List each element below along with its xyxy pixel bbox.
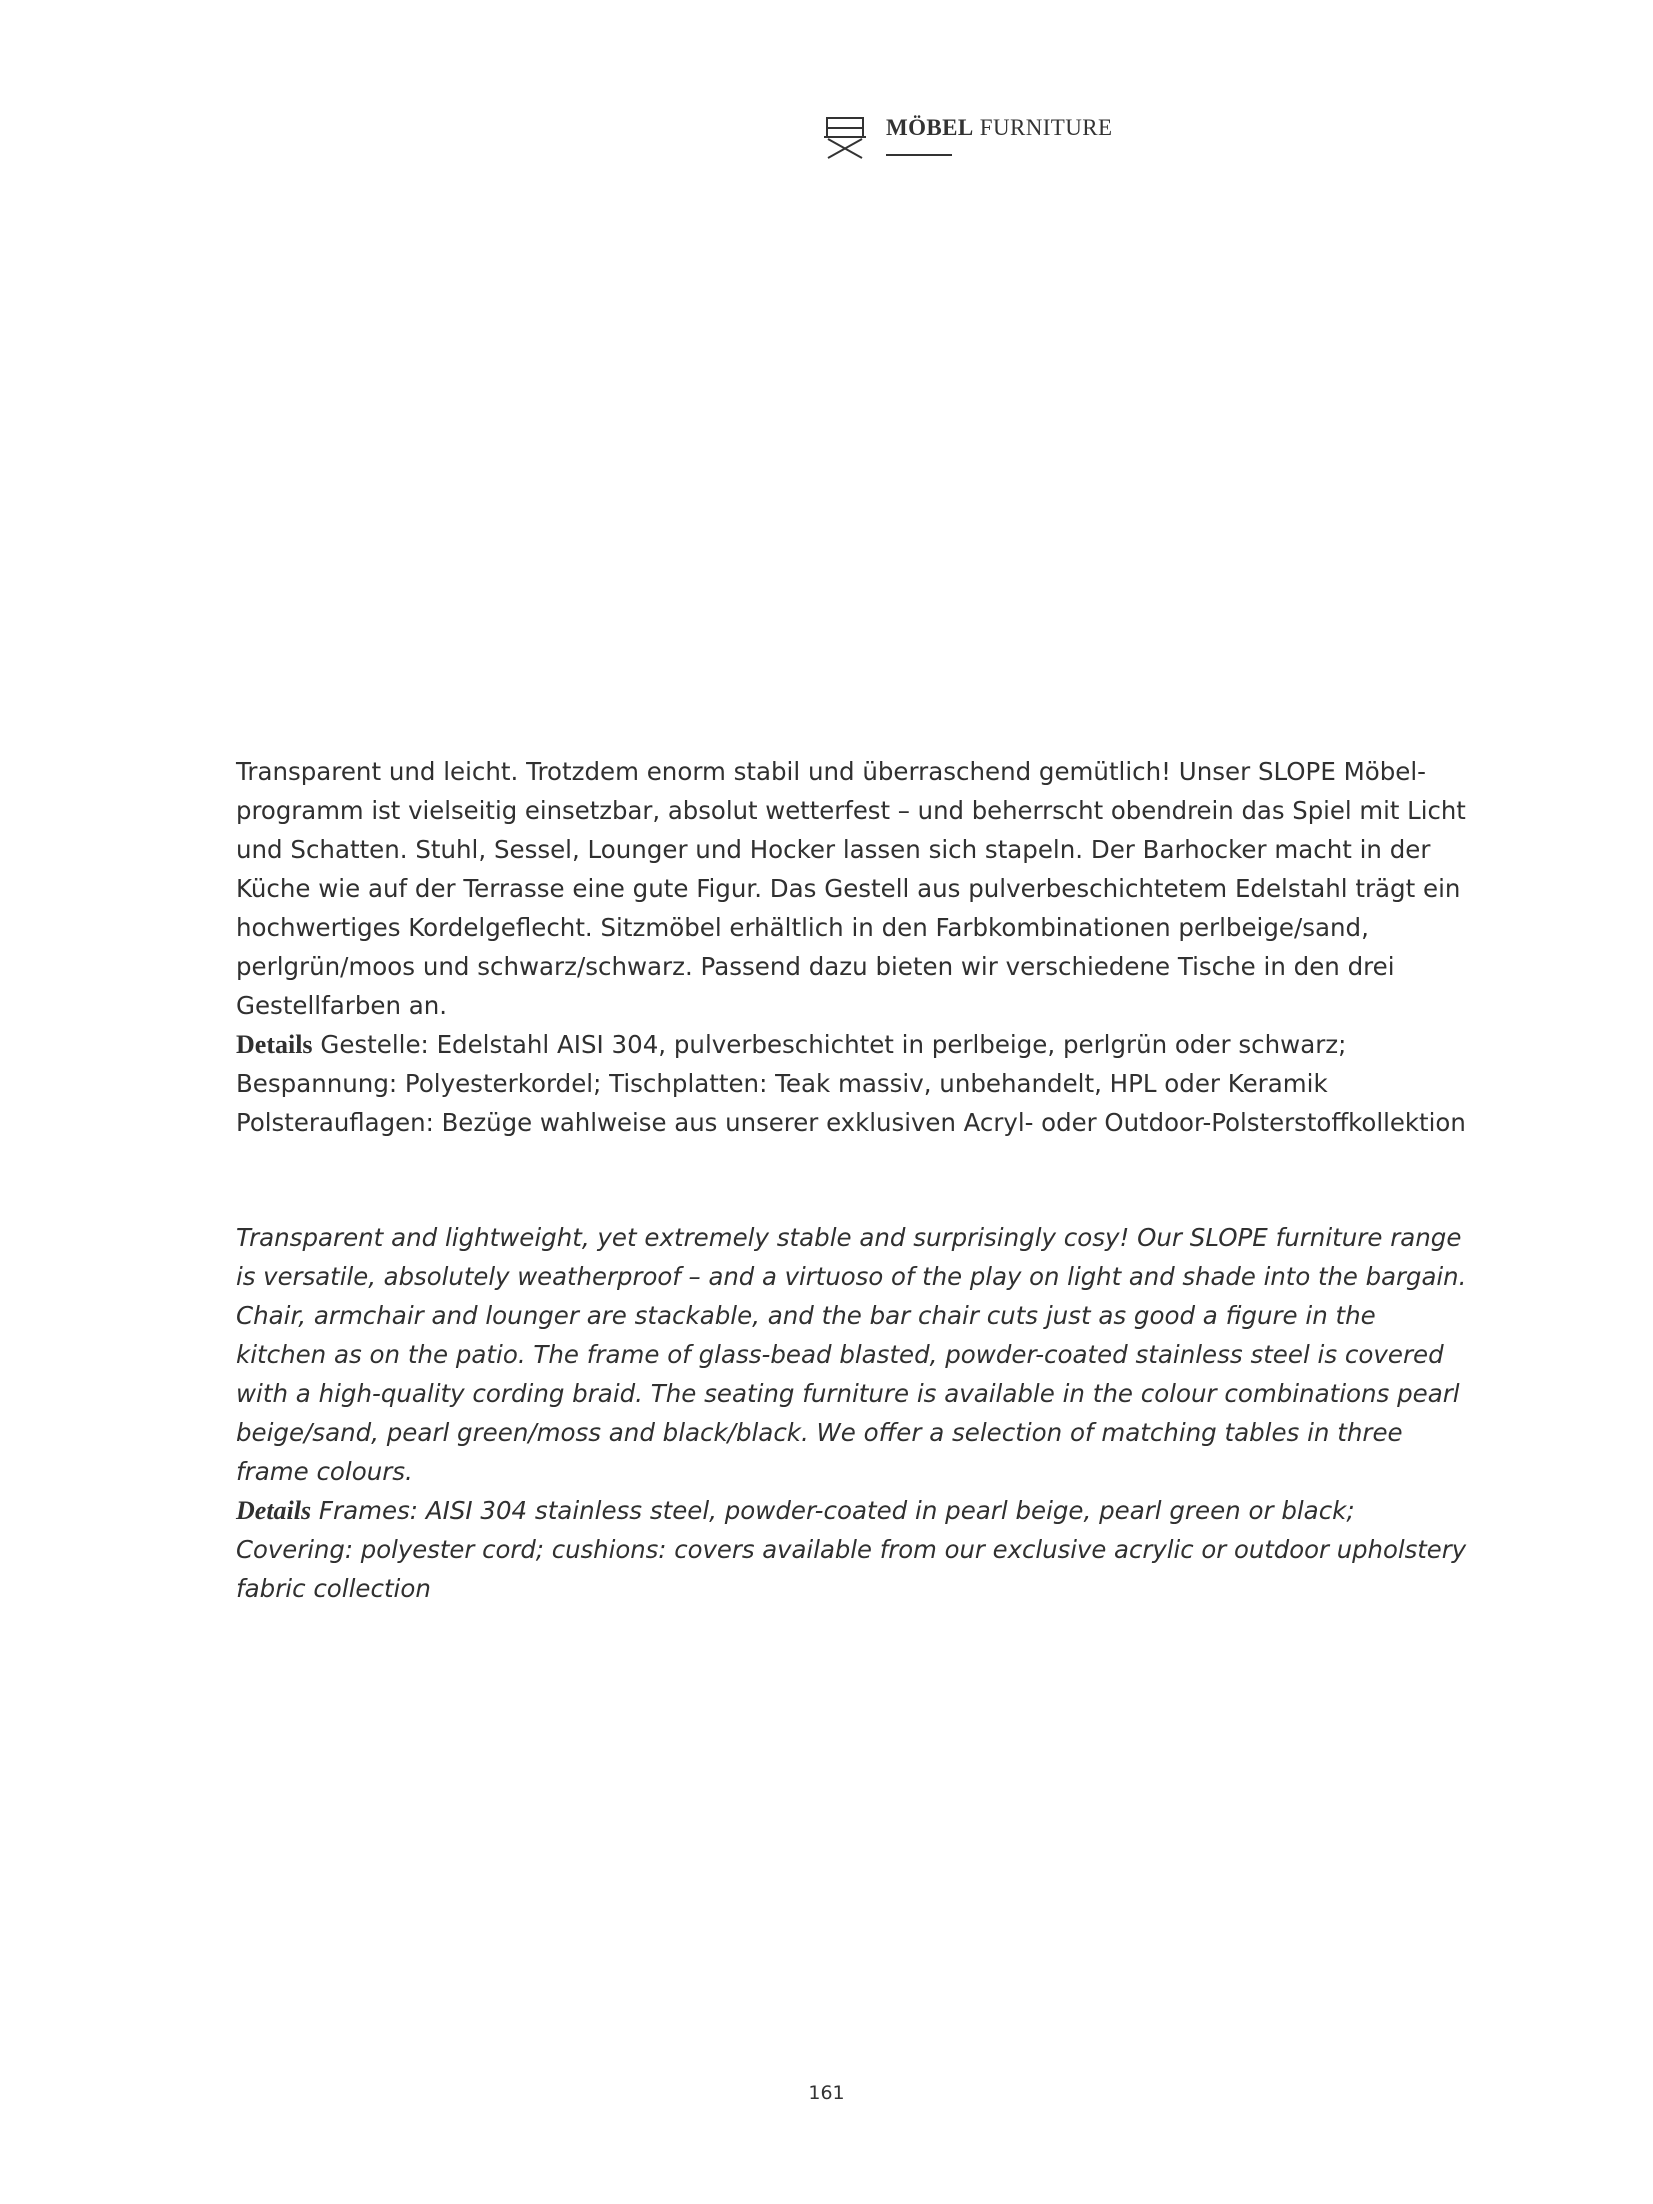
german-description: [236, 752, 1466, 1142]
de-details-label: Details: [236, 1030, 313, 1059]
de-details-line: [236, 1025, 1466, 1064]
english-description: [236, 1218, 1466, 1608]
de-line: und Schatten. Stuhl, Sessel, Lounger und Hocker lassen sich stapeln. Der Barhocker macht in der: [236, 835, 1431, 864]
en-line: Transparent and lightweight, yet extremely stable and surprisingly cosy! Our SLOPE furniture range: [236, 1223, 1462, 1252]
en-line: Chair, armchair and lounger are stackable, and the bar chair cuts just as good a figure in the: [236, 1301, 1376, 1330]
en-details-line: [236, 1491, 1466, 1530]
de-details-line: Polsterauflagen: Bezüge wahlweise aus unserer exklusiven Acryl- oder Outdoor-Polsterstoffkollektion: [236, 1108, 1466, 1137]
en-line: kitchen as on the patio. The frame of glass-bead blasted, powder-coated stainless steel is covered: [236, 1340, 1444, 1369]
en-details-line: fabric collection: [236, 1574, 431, 1603]
chair-icon: [824, 116, 866, 160]
section-title: [886, 115, 1112, 141]
en-line: is versatile, absolutely weatherproof – and a virtuoso of the play on light and shade into the bargain.: [236, 1262, 1467, 1291]
en-line: beige/sand, pearl green/moss and black/black. We offer a selection of matching tables in three: [236, 1418, 1403, 1447]
de-line: programm ist vielseitig einsetzbar, absolut wetterfest – und beherrscht obendrein das Spiel mit Licht: [236, 796, 1466, 825]
de-details-line: Bespannung: Polyesterkordel; Tischplatten: Teak massiv, unbehandelt, HPL oder Keramik: [236, 1069, 1328, 1098]
header-underline: [886, 154, 952, 156]
en-details-text: Frames: AISI 304 stainless steel, powder-coated in pearl beige, pearl green or black;: [318, 1496, 1355, 1525]
de-line: Küche wie auf der Terrasse eine gute Figur. Das Gestell aus pulverbeschichtetem Edelstahl trägt ein: [236, 874, 1461, 903]
page-number: 161: [808, 2082, 845, 2104]
en-details-line: Covering: polyester cord; cushions: covers available from our exclusive acrylic or outdoor upholstery: [236, 1535, 1467, 1564]
de-line: perlgrün/moos und schwarz/schwarz. Passend dazu bieten wir verschiedene Tische in den drei: [236, 952, 1395, 981]
section-title-de: MÖBEL: [886, 115, 974, 140]
en-details-label: Details: [236, 1496, 312, 1525]
de-details-text: Gestelle: Edelstahl AISI 304, pulverbeschichtet in perlbeige, perlgrün oder schwarz;: [320, 1030, 1347, 1059]
section-title-en: FURNITURE: [979, 115, 1113, 140]
de-line: Gestellfarben an.: [236, 991, 448, 1020]
de-line: hochwertiges Kordelgeflecht. Sitzmöbel erhältlich in den Farbkombinationen perlbeige/sand,: [236, 913, 1369, 942]
en-line: with a high-quality cording braid. The seating furniture is available in the colour combinations pearl: [236, 1379, 1460, 1408]
de-line: Transparent und leicht. Trotzdem enorm stabil und überraschend gemütlich! Unser SLOPE Möbel-: [236, 757, 1426, 786]
en-line: frame colours.: [236, 1457, 413, 1486]
